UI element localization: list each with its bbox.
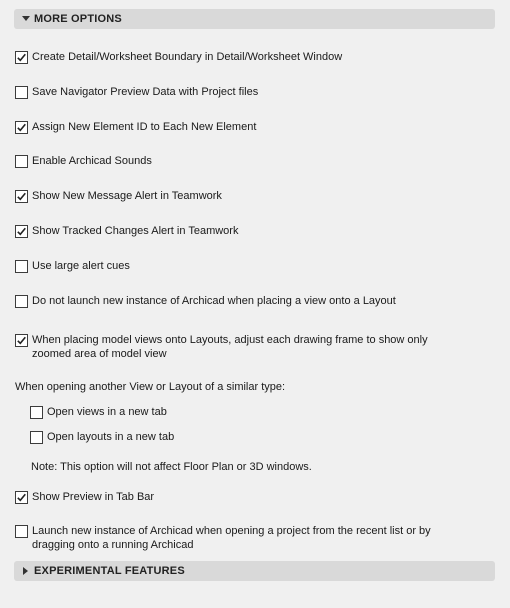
launch-new-instance-option[interactable] (15, 525, 431, 552)
checkmark-icon (16, 52, 27, 63)
section-title: EXPERIMENTAL FEATURES (34, 565, 185, 577)
experimental-features-header[interactable] (14, 561, 495, 581)
checkmark-icon (16, 492, 27, 503)
similar-type-note: Note: This option will not affect Floor Plan or 3D windows. (31, 461, 312, 473)
checkbox[interactable] (15, 51, 28, 64)
option-6[interactable] (15, 225, 238, 238)
checkbox[interactable] (15, 334, 28, 347)
similar-type-heading: When opening another View or Layout of a similar type: (15, 381, 286, 393)
checkmark-icon (16, 191, 27, 202)
checkbox-label: Show New Message Alert in Teamwork (32, 190, 222, 202)
open-layouts-new-tab-option[interactable] (30, 431, 174, 444)
checkbox-label: Do not launch new instance of Archicad when placing a view onto a Layout (32, 295, 396, 307)
checkbox-label: Create Detail/Worksheet Boundary in Detail/Worksheet Window (32, 51, 343, 63)
checkbox[interactable] (15, 190, 28, 203)
checkbox[interactable] (30, 431, 43, 444)
checkbox-label: Assign New Element ID to Each New Element (32, 121, 257, 133)
checkmark-icon (16, 226, 27, 237)
checkbox[interactable] (15, 121, 28, 134)
checkbox-label: Open views in a new tab (47, 406, 167, 418)
checkbox-label: Open layouts in a new tab (47, 431, 175, 443)
option-7[interactable] (15, 260, 130, 273)
option-2[interactable] (15, 86, 258, 99)
option-3[interactable] (15, 121, 256, 134)
checkbox-label: Show Tracked Changes Alert in Teamwork (32, 225, 239, 237)
checkbox-label: Show Preview in Tab Bar (32, 491, 155, 503)
checkbox[interactable] (15, 525, 28, 538)
checkbox-label: Use large alert cues (32, 260, 130, 272)
checkbox[interactable] (15, 260, 28, 273)
checkbox-label: Launch new instance of Archicad when opening a project from the recent list or by dragging onto a running Archicad (32, 525, 431, 551)
checkbox[interactable] (15, 225, 28, 238)
checkbox[interactable] (15, 155, 28, 168)
more-options-header[interactable] (14, 9, 495, 29)
option-9[interactable] (15, 334, 428, 361)
open-views-new-tab-option[interactable] (30, 406, 167, 419)
option-5[interactable] (15, 190, 222, 203)
checkmark-icon (16, 335, 27, 346)
checkmark-icon (16, 122, 27, 133)
section-title: MORE OPTIONS (34, 13, 122, 25)
checkbox-label: When placing model views onto Layouts, adjust each drawing frame to show only zoomed area of model view (32, 334, 428, 360)
option-4[interactable] (15, 155, 152, 168)
option-1[interactable] (15, 51, 342, 64)
triangle-down-icon (18, 16, 34, 22)
checkbox-label: Save Navigator Preview Data with Project files (32, 86, 259, 98)
checkbox[interactable] (15, 491, 28, 504)
checkbox[interactable] (15, 295, 28, 308)
checkbox-label: Enable Archicad Sounds (32, 155, 152, 167)
checkbox[interactable] (15, 86, 28, 99)
option-8[interactable] (15, 295, 396, 308)
checkbox[interactable] (30, 406, 43, 419)
triangle-right-icon (18, 567, 34, 575)
show-preview-tab-bar-option[interactable] (15, 491, 154, 504)
